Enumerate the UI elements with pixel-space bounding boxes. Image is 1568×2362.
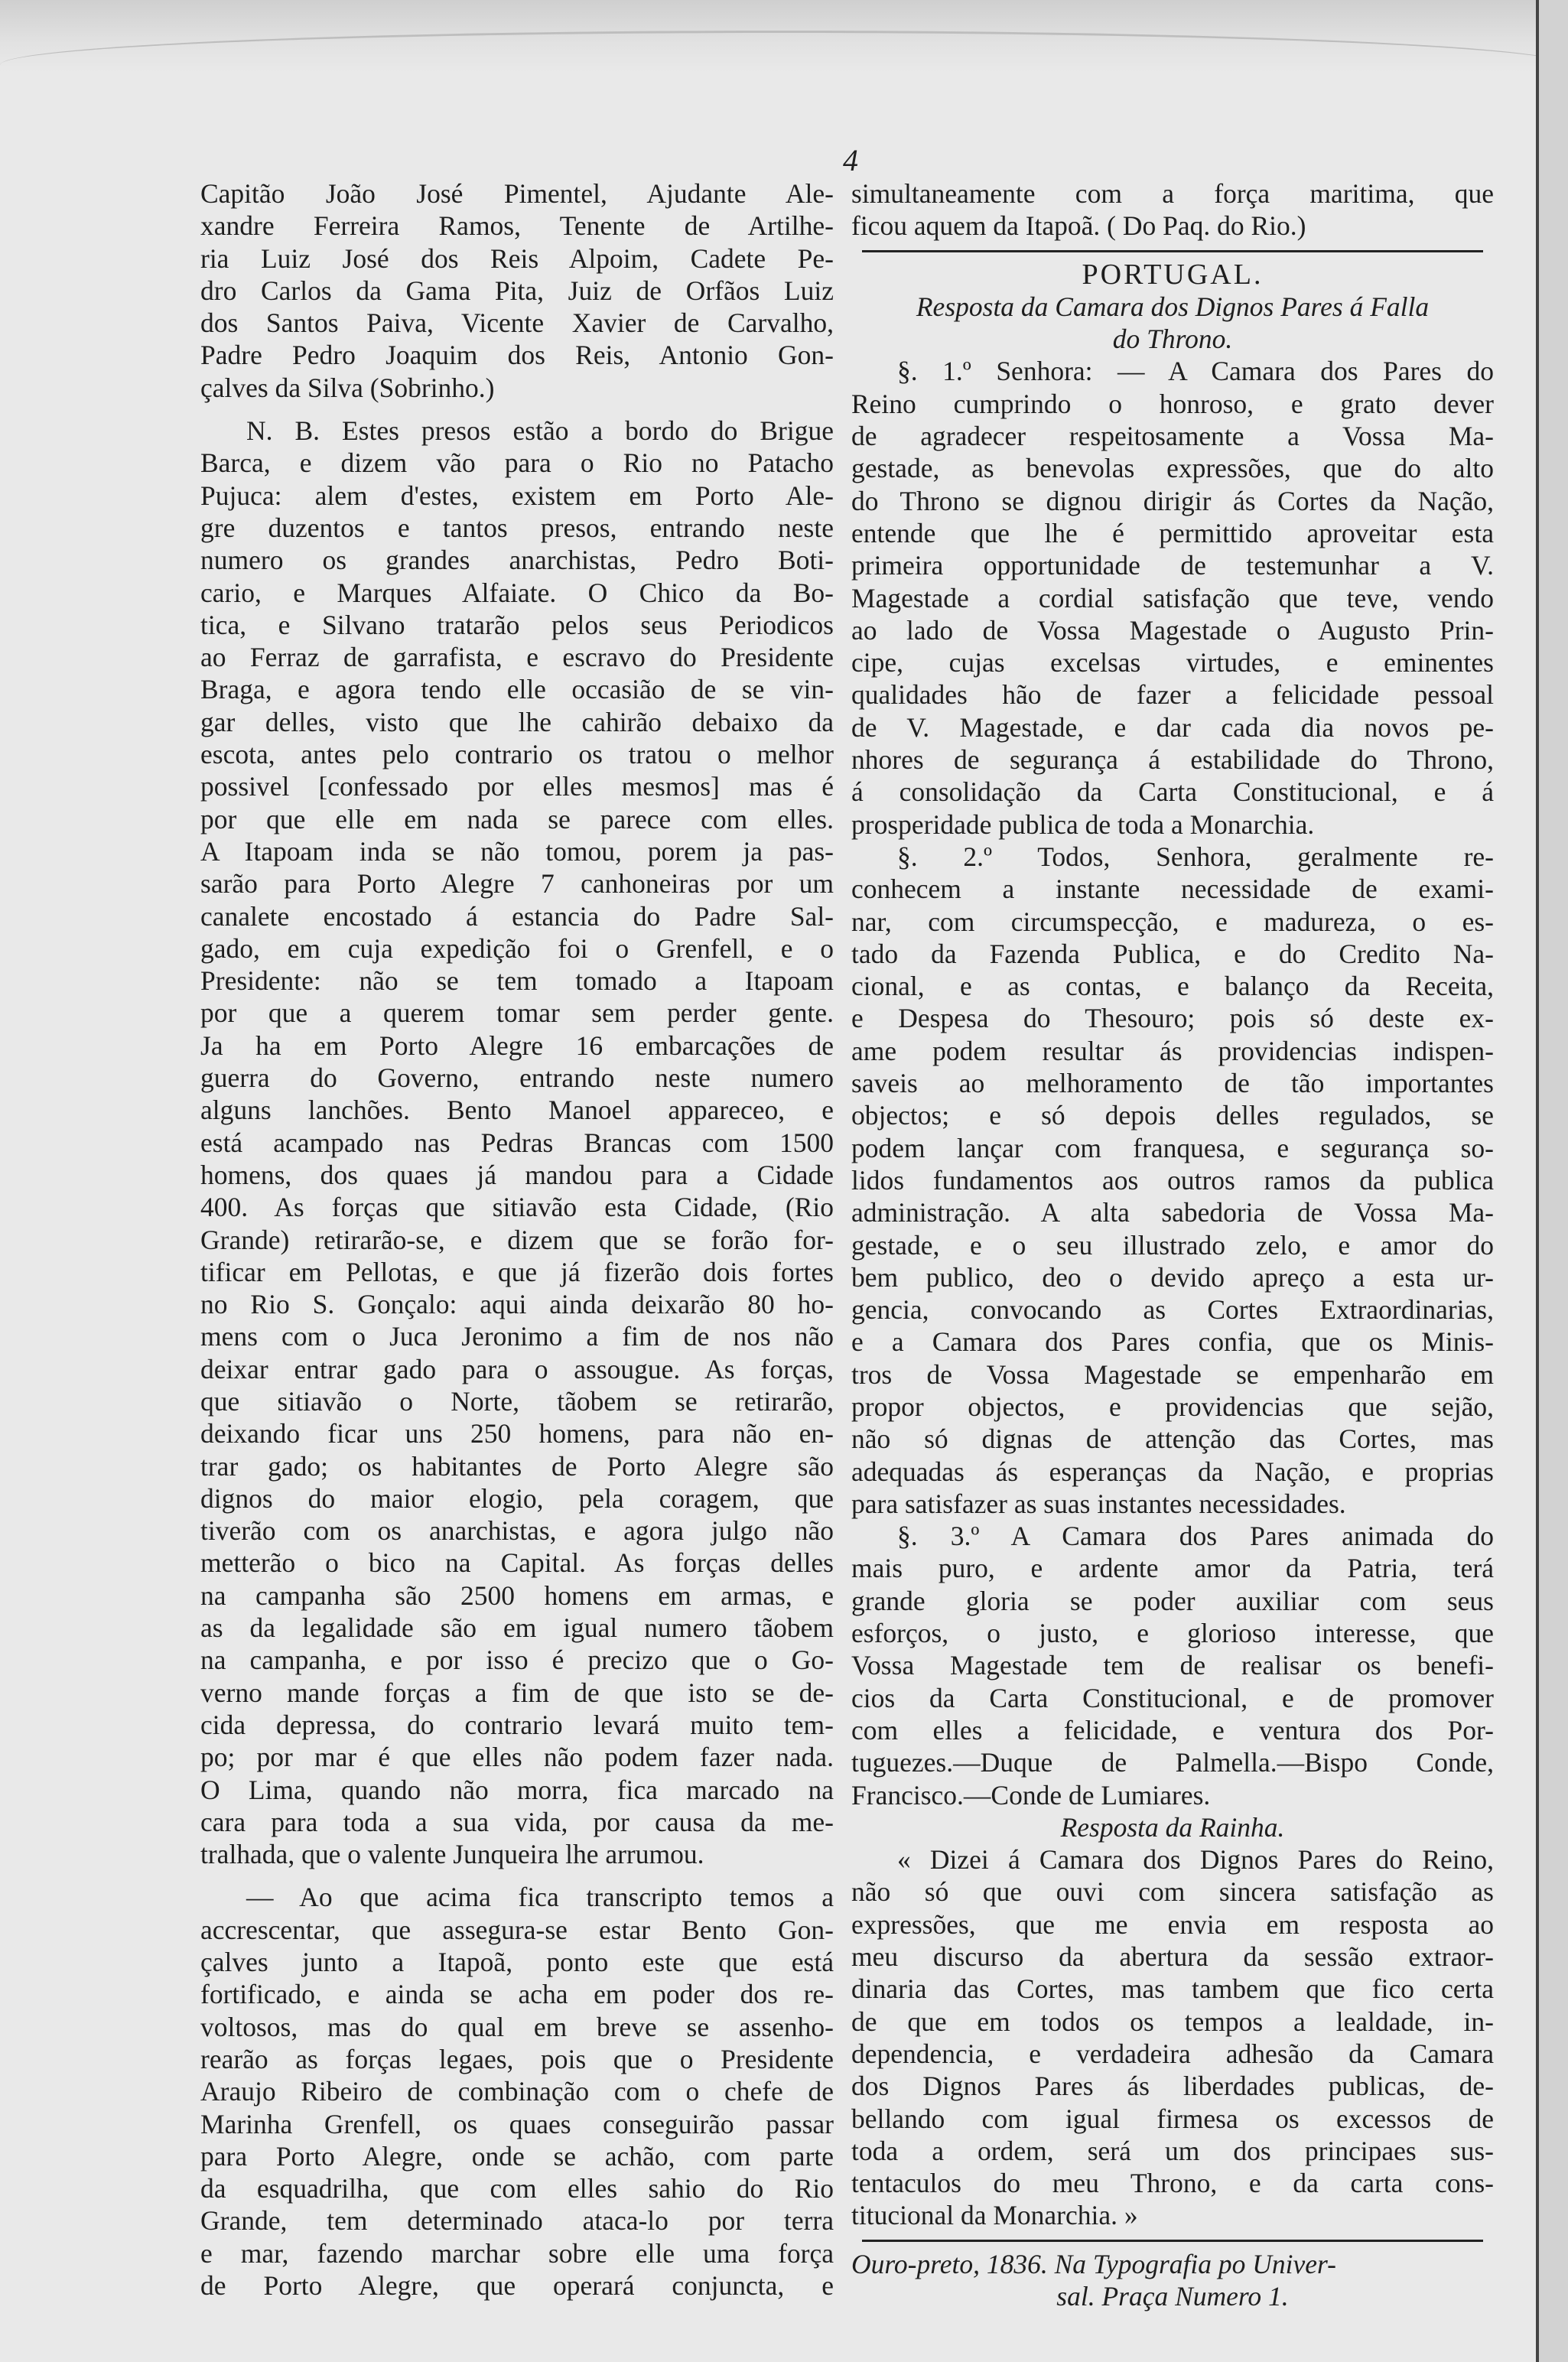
text-line: « Dizei á Camara dos Dignos Pares do Reino, bbox=[897, 1844, 1494, 1876]
text-line: çalves junto a Itapoã, ponto este que está bbox=[200, 1947, 834, 1978]
text-line: e Despesa do Thesouro; pois só deste ex- bbox=[851, 1003, 1494, 1034]
text-line: trar gado; os habitantes de Porto Alegre são bbox=[200, 1450, 834, 1482]
paragraph bbox=[200, 415, 834, 1870]
text-line: na campanha são 2500 homens em armas, e bbox=[200, 1580, 834, 1611]
text-line: grande gloria se poder auxiliar com seus bbox=[851, 1585, 1494, 1616]
text-line: tros de Vossa Magestade se empenharão em bbox=[851, 1358, 1494, 1390]
text-line: sarão para Porto Alegre 7 canhoneiras por um bbox=[200, 868, 834, 900]
text-line: simultaneamente com a força maritima, que bbox=[851, 178, 1494, 209]
text-line: á consolidação da Carta Constitucional, e á bbox=[851, 776, 1494, 808]
horizontal-rule bbox=[862, 2240, 1483, 2242]
text-line: não só que ouvi com sincera satisfação as bbox=[851, 1876, 1494, 1908]
text-line: saveis ao melhoramento de tão importantes bbox=[851, 1068, 1494, 1099]
text-line: de agradecer respeitosamente a Vossa Ma- bbox=[851, 421, 1494, 452]
text-line: está acampado nas Pedras Brancas com 1500 bbox=[200, 1127, 834, 1158]
text-line: e a Camara dos Pares confia, que os Minis- bbox=[851, 1326, 1494, 1358]
text-line: administração. A alta sabedoria de Vossa Ma- bbox=[851, 1197, 1494, 1228]
text-line: da esquadrilha, que com elles sahio do Rio bbox=[200, 2173, 834, 2204]
text-line: não só dignas de attenção das Cortes, mas bbox=[851, 1423, 1494, 1455]
text-line: de Porto Alegre, que operará conjuncta, e bbox=[200, 2270, 834, 2301]
text-line: cios da Carta Constitucional, e de promover bbox=[851, 1682, 1494, 1713]
text-line: expressões, que me envia em resposta ao bbox=[851, 1908, 1494, 1940]
text-line: Araujo Ribeiro de combinação com o chefe de bbox=[200, 2076, 834, 2107]
text-line: Francisco.—Conde de Lumiares. bbox=[851, 1779, 1211, 1811]
paragraph bbox=[200, 1881, 834, 2302]
text-line: Braga, e agora tendo elle occasião de se vin- bbox=[200, 674, 834, 705]
text-line: por que a querem tomar sem perder gente. bbox=[200, 997, 834, 1029]
text-line: Grande) retirarão-se, e dizem que se forão for- bbox=[200, 1224, 834, 1255]
paragraph bbox=[851, 177, 1494, 242]
text-line: gestade, as benevolas expressões, que do alto bbox=[851, 453, 1494, 484]
text-line: ao Ferraz de garrafista, e escravo do Presidente bbox=[200, 642, 834, 673]
text-line: ria Luiz José dos Reis Alpoim, Cadete Pe- bbox=[200, 242, 834, 274]
text-line: bem publico, deo o devido apreço a esta ur- bbox=[851, 1261, 1494, 1293]
text-line: Capitão João José Pimentel, Ajudante Ale- bbox=[200, 178, 834, 209]
text-line: §. 3.º A Camara dos Pares animada do bbox=[897, 1521, 1494, 1552]
text-line: do Throno se dignou dirigir ás Cortes da Nação, bbox=[851, 485, 1494, 516]
text-line: ficou aquem da Itapoã. ( Do Paq. do Rio.) bbox=[851, 210, 1306, 242]
text-line: lidos fundamentos aos outros ramos da publica bbox=[851, 1164, 1494, 1196]
subtitle bbox=[851, 291, 1494, 356]
page-number: 4 bbox=[843, 143, 858, 177]
text-line: escota, antes pelo contrario os tratou o melhor bbox=[200, 739, 834, 770]
text-line: numero os grandes anarchistas, Pedro Boti- bbox=[200, 545, 834, 576]
text-line: fortificado, e ainda se acha em poder dos re- bbox=[200, 1979, 834, 2010]
text-line: dro Carlos da Gama Pita, Juiz de Orfãos Luiz bbox=[200, 275, 834, 306]
text-line: gado, em cuja expedição foi o Grenfell, e o bbox=[200, 932, 834, 964]
text-line: Grande, tem determinado ataca-lo por terra bbox=[200, 2205, 834, 2237]
text-line: dos Santos Paiva, Vicente Xavier de Carvalho, bbox=[200, 307, 834, 339]
paragraph-gap bbox=[200, 2302, 834, 2312]
right-column bbox=[851, 177, 1494, 2312]
text-line: metterão o bico na Capital. As forças delles bbox=[200, 1547, 834, 1579]
text-line: podem lançar com franquesa, e segurança so- bbox=[851, 1132, 1494, 1163]
text-line: com elles a felicidade, e ventura dos Por- bbox=[851, 1714, 1494, 1745]
text-line: cipe, cujas excelsas virtudes, e eminentes bbox=[851, 647, 1494, 678]
text-line: Reino cumprindo o honroso, e grato dever bbox=[851, 388, 1494, 419]
text-line: §. 2.º Todos, Senhora, geralmente re- bbox=[897, 841, 1494, 872]
text-line: toda a ordem, será um dos principaes sus- bbox=[851, 2135, 1494, 2166]
text-line: mens com o Juca Jeronimo a fim de nos não bbox=[200, 1321, 834, 1352]
text-line: tentaculos do meu Throno, e da carta cons- bbox=[851, 2168, 1494, 2199]
text-line: alguns lanchões. Bento Manoel appareceo, e bbox=[200, 1095, 834, 1126]
text-line: objectos; e só depois delles regulados, se bbox=[851, 1100, 1494, 1131]
text-line: Ouro-preto, 1836. Na Typografia po Univer- bbox=[851, 2248, 1336, 2279]
section-title bbox=[851, 259, 1494, 291]
text-line: cario, e Marques Alfaiate. O Chico da Bo- bbox=[200, 577, 834, 608]
text-line: Resposta da Rainha. bbox=[1060, 1811, 1285, 1843]
text-line: tuguezes.—Duque de Palmella.—Bispo Conde, bbox=[851, 1747, 1494, 1778]
text-line: no Rio S. Gonçalo: aqui ainda deixarão 80 ho- bbox=[200, 1289, 834, 1320]
text-line: A Itapoam inda se não tomou, porem ja pas- bbox=[200, 835, 834, 867]
text-line: sal. Praça Numero 1. bbox=[1056, 2281, 1289, 2312]
text-line: canalete encostado á estancia do Padre Sal- bbox=[200, 900, 834, 932]
page-edge bbox=[1536, 0, 1539, 2362]
text-line: prosperidade publica de toda a Monarchia. bbox=[851, 808, 1315, 840]
text-line: qualidades hão de fazer a felicidade pessoal bbox=[851, 679, 1494, 711]
paragraph bbox=[851, 841, 1494, 1520]
horizontal-rule bbox=[862, 250, 1483, 252]
text-line: rearão as forças legaes, pois que o Presidente bbox=[200, 2043, 834, 2074]
text-line: propor objectos, e providencias que sejão, bbox=[851, 1391, 1494, 1422]
text-line: verno mande forças a fim de que isto se de- bbox=[200, 1677, 834, 1708]
subtitle bbox=[851, 1811, 1494, 1843]
scan-page-curl bbox=[0, 31, 1568, 99]
text-line: tado da Fazenda Publica, e do Credito Na- bbox=[851, 938, 1494, 969]
text-line: gestade, e o seu illustrado zelo, e amor do bbox=[851, 1229, 1494, 1261]
text-line: nar, com circumspecção, e madureza, o es- bbox=[851, 906, 1494, 937]
text-line: as da legalidade são em igual numero tãobem bbox=[200, 1612, 834, 1644]
text-line: Vossa Magestade tem de realisar os benefi- bbox=[851, 1650, 1494, 1681]
imprint bbox=[851, 2248, 1494, 2313]
paragraph-gap bbox=[200, 1870, 834, 1881]
text-line: mais puro, e ardente amor da Patria, terá bbox=[851, 1553, 1494, 1584]
text-line: tralhada, que o valente Junqueira lhe arrumou. bbox=[200, 1839, 704, 1870]
text-line: e mar, fazendo marchar sobre elle uma força bbox=[200, 2237, 834, 2269]
paragraph bbox=[200, 177, 834, 404]
text-line: dignos do maior elogio, pela coragem, que bbox=[200, 1482, 834, 1514]
text-line: po; por mar é que elles não podem fazer nada. bbox=[200, 1742, 834, 1773]
text-line: cida depressa, do contrario levará muito tem- bbox=[200, 1709, 834, 1740]
text-line: possivel [confessado por elles mesmos] mas é bbox=[200, 771, 834, 802]
text-line: Magestade a cordial satisfação que teve, vendo bbox=[851, 582, 1494, 613]
text-line: conhecem a instante necessidade de exami- bbox=[851, 874, 1494, 905]
text-line: ao lado de Vossa Magestade o Augusto Prin- bbox=[851, 614, 1494, 646]
text-line: meu discurso da abertura da sessão extraor- bbox=[851, 1941, 1494, 1973]
text-line: Resposta da Camara dos Dignos Pares á Falla bbox=[916, 291, 1430, 322]
text-line: çalves da Silva (Sobrinho.) bbox=[200, 372, 495, 403]
text-line: deixar entrar gado para o assougue. As forças, bbox=[200, 1353, 834, 1384]
text-line: primeira opportunidade de testemunhar a V. bbox=[851, 550, 1494, 581]
text-line: por que elle em nada se parece com elles. bbox=[200, 803, 834, 835]
text-line: gre duzentos e tantos presos, entrando neste bbox=[200, 512, 834, 543]
text-line: PORTUGAL. bbox=[1082, 258, 1264, 291]
text-line: de V. Magestade, e dar cada dia novos pe- bbox=[851, 711, 1494, 743]
text-line: de que em todos os tempos a lealdade, in- bbox=[851, 2006, 1494, 2037]
text-line: Presidente: não se tem tomado a Itapoam bbox=[200, 965, 834, 997]
text-line: deixando ficar uns 250 homens, para não en- bbox=[200, 1418, 834, 1449]
text-line: titucional da Monarchia. » bbox=[851, 2200, 1138, 2231]
text-line: N. B. Estes presos estão a bordo do Brigue bbox=[246, 415, 834, 447]
paragraph bbox=[851, 1520, 1494, 1811]
text-line: Marinha Grenfell, os quaes conseguirão passar bbox=[200, 2108, 834, 2139]
scan-binding-strip bbox=[1539, 0, 1568, 2362]
text-line: §. 1.º Senhora: — A Camara dos Pares do bbox=[897, 356, 1494, 387]
text-line: ame podem resultar ás providencias indispen- bbox=[851, 1035, 1494, 1066]
text-line: dos Dignos Pares ás liberdades publicas, de- bbox=[851, 2071, 1494, 2102]
text-line: tica, e Silvano tratarão pelos seus Periodicos bbox=[200, 609, 834, 640]
text-line: xandre Ferreira Ramos, Tenente de Artilhe- bbox=[200, 210, 834, 242]
text-line: Padre Pedro Joaquim dos Reis, Antonio Gon- bbox=[200, 340, 834, 371]
text-line: Ja ha em Porto Alegre 16 embarcações de bbox=[200, 1030, 834, 1061]
text-line: dependencia, e verdadeira adhesão da Camara bbox=[851, 2038, 1494, 2069]
text-line: 400. As forças que sitiavão esta Cidade, (Rio bbox=[200, 1192, 834, 1223]
text-line: cara para toda a sua vida, por causa da me- bbox=[200, 1806, 834, 1837]
text-line: tiverão com os anarchistas, e agora julgo não bbox=[200, 1515, 834, 1547]
text-line: do Throno. bbox=[1112, 324, 1233, 355]
text-line: cional, e as contas, e balanço da Receita, bbox=[851, 971, 1494, 1002]
text-line: voltosos, mas do qual em breve se assenho- bbox=[200, 2011, 834, 2042]
text-line: bellando com igual firmesa os excessos de bbox=[851, 2103, 1494, 2134]
text-line: gar delles, visto que lhe cahirão debaixo da bbox=[200, 706, 834, 737]
text-line: entende que lhe é permittido aproveitar esta bbox=[851, 517, 1494, 548]
text-line: que sitiavão o Norte, tãobem se retirarão, bbox=[200, 1385, 834, 1417]
text-line: na campanha, e por isso é precizo que o Go- bbox=[200, 1645, 834, 1676]
text-line: esforços, o justo, e glorioso interesse, que bbox=[851, 1618, 1494, 1649]
text-line: adequadas ás esperanças da Nação, e proprias bbox=[851, 1456, 1494, 1487]
text-line: nhores de segurança á estabilidade do Throno, bbox=[851, 744, 1494, 776]
text-line: homens, dos quaes já mandou para a Cidade bbox=[200, 1159, 834, 1190]
text-line: Barca, e dizem vão para o Rio no Patacho bbox=[200, 447, 834, 479]
paragraph bbox=[851, 355, 1494, 840]
text-line: accrescentar, que assegura-se estar Bento Gon- bbox=[200, 1914, 834, 1945]
paragraph-gap bbox=[200, 404, 834, 415]
text-line: tificar em Pellotas, e que já fizerão dois fortes bbox=[200, 1256, 834, 1287]
text-line: — Ao que acima fica transcripto temos a bbox=[246, 1882, 834, 1913]
text-line: gencia, convocando as Cortes Extraordinarias, bbox=[851, 1294, 1494, 1326]
text-line: para Porto Alegre, onde se achão, com parte bbox=[200, 2140, 834, 2172]
text-line: Pujuca: alem d'estes, existem em Porto Ale- bbox=[200, 480, 834, 511]
paragraph bbox=[851, 1843, 1494, 2232]
text-line: para satisfazer as suas instantes necessidades. bbox=[851, 1488, 1346, 1519]
left-column bbox=[200, 177, 834, 2312]
text-line: guerra do Governo, entrando neste numero bbox=[200, 1062, 834, 1094]
text-line: dinaria das Cortes, mas tambem que fico certa bbox=[851, 1973, 1494, 2005]
text-line: O Lima, quando não morra, fica marcado na bbox=[200, 1774, 834, 1805]
